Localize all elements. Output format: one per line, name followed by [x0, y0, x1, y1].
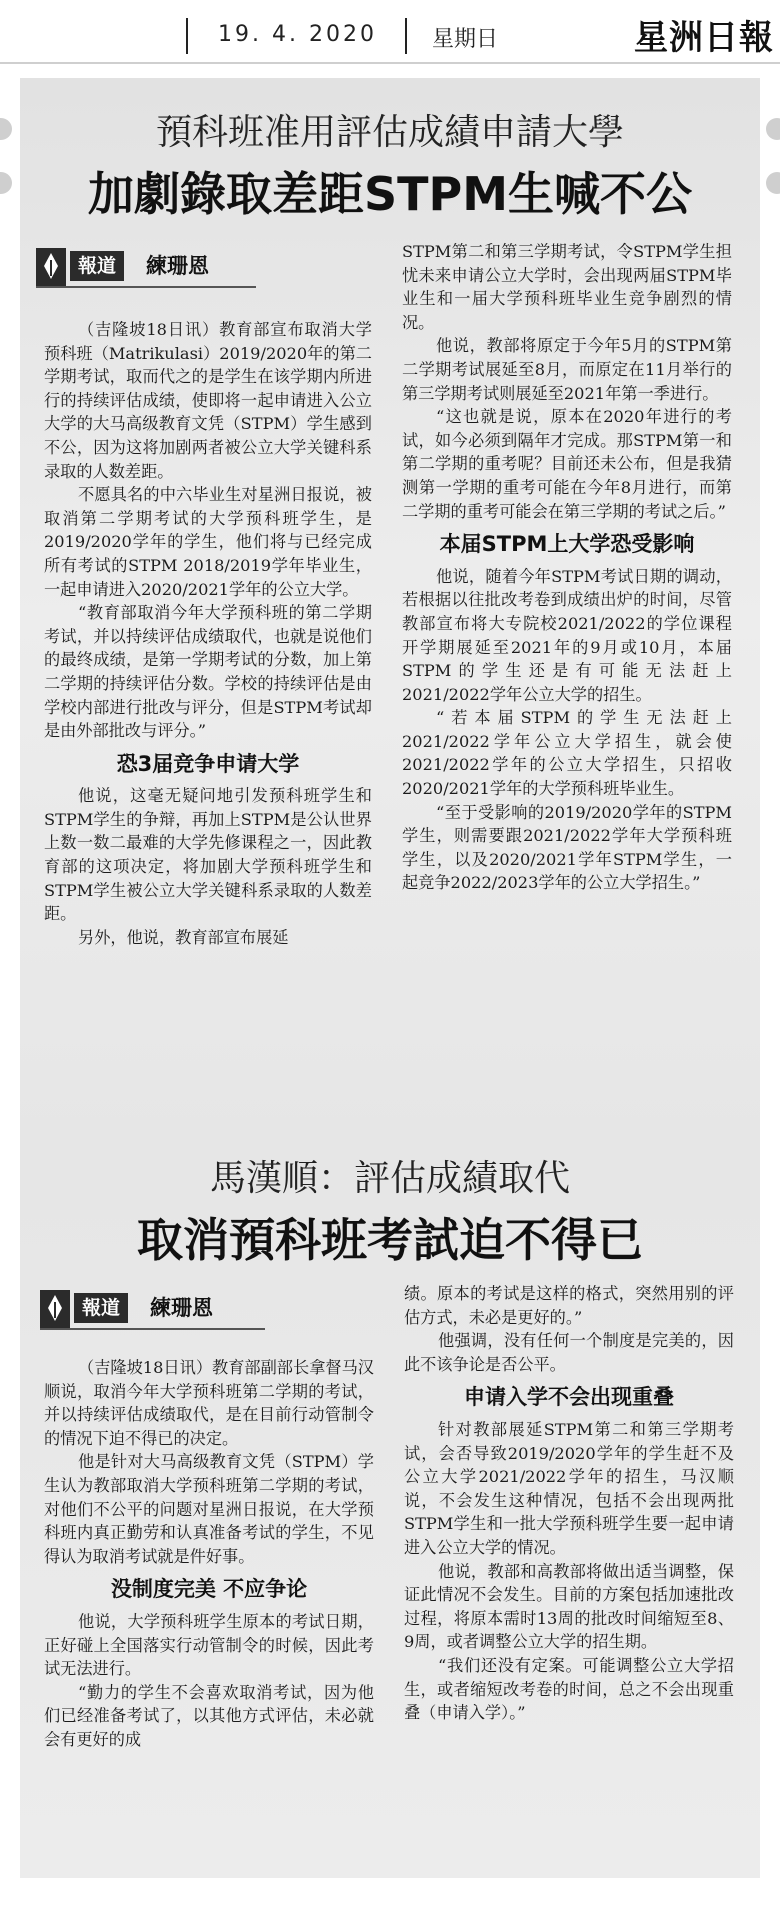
- paragraph: STPM第二和第三学期考试，令STPM学生担忧未来申请公立大学时，会出现两届STPM毕业生和一届大学预科班毕业生竞争剧烈的情况。: [402, 242, 732, 332]
- paragraph: （吉隆坡18日讯）教育部宣布取消大学预科班（Matrikulasi）2019/2020年的第二学期考试，取而代之的是学生在该学期内所进行的持续评估成绩，使即将一起申请进入公立大学的大马高级教育文凭（STPM）学生感到不公，因为这将加剧两者被公立大学关键科系录取的人数差距。: [44, 320, 372, 481]
- article2-right-column: [404, 1282, 734, 1725]
- article1-kicker: 預科班准用評估成績申請大學: [155, 112, 624, 153]
- byline-rule: [40, 1328, 265, 1330]
- article1-right-column: [402, 240, 732, 895]
- article2-headline: 取消預科班考試迫不得已: [137, 1213, 643, 1267]
- article1-byline: [36, 248, 396, 286]
- paragraph: 另外，他说，教育部宣布展延: [78, 927, 289, 947]
- article2-kicker: 馬漢順：評估成績取代: [209, 1158, 570, 1199]
- header-divider: [405, 18, 407, 54]
- paragraph: 不愿具名的中六毕业生对星洲日报说，被取消第二学期考试的大学预科班学生，是2019/2020学年的学生，他们将与已经完成所有考试的STPM 2018/2019学年毕业生，一起申请进入2020/2021学年的公立大学。: [44, 485, 372, 599]
- paragraph: 他说，大学预科班学生原本的考试日期，正好碰上全国落实行动管制令的时候，因此考试无法进行。: [44, 1611, 374, 1679]
- newspaper-logo: 星洲日報: [634, 18, 774, 58]
- byline-rule: [36, 286, 256, 288]
- pen-nib-icon: [36, 248, 66, 286]
- byline-tag: 報道: [70, 251, 124, 281]
- page-header: [0, 0, 780, 62]
- article1-left-column: [44, 318, 372, 949]
- byline-tag: 報道: [74, 1293, 128, 1323]
- paragraph: 他是针对大马高级教育文凭（STPM）学生认为教部取消大学预科班第二学期的考试，对他们不公平的问题对星洲日报说，在大学预科班内真正勤劳和认真准备考试的学生，不见得认为取消考试就是件好事。: [44, 1452, 374, 1566]
- subheading: 申请入学不会出现重叠: [464, 1385, 674, 1410]
- pen-nib-icon: [40, 1290, 70, 1328]
- paragraph: 绩。原本的考试是这样的格式，突然用别的评估方式，未必是更好的。”: [404, 1284, 734, 1327]
- issue-weekday: 星期日: [432, 27, 499, 52]
- issue-date: 19. 4. 2020: [218, 22, 377, 47]
- paragraph: 针对教部展延STPM第二和第三学期考试，会否导致2019/2020学年的学生赶不及公立大学2021/2022学年的招生，马汉顺说，不会发生这种情况，包括不会出现两批STPM学生和一批大学预科班学生要一起申请进入公立大学的情况。: [404, 1419, 734, 1557]
- paragraph: “若本届STPM的学生无法赶上2021/2022学年公立大学招生，就会使2021/2022学年的公立大学招生，只招收2020/2021学年的大学预科班毕业生。: [402, 708, 732, 799]
- article2-byline: [40, 1290, 400, 1328]
- paragraph: 他强调，没有任何一个制度是完美的，因此不该争论是否公平。: [404, 1331, 734, 1374]
- article2-left-column: [44, 1356, 374, 1752]
- header-divider: [186, 18, 188, 54]
- paragraph: （吉隆坡18日讯）教育部副部长拿督马汉顺说，取消今年大学预科班第二学期的考试，并以持续评估成绩取代，是在目前行动管制令的情况下迫不得已的决定。: [44, 1358, 374, 1448]
- paragraph: 他说，教部和高教部将做出适当调整，保证此情况不会发生。目前的方案包括加速批改过程，将原本需时13周的批改时间缩短至8、9周，或者调整公立大学的招生期。: [404, 1561, 734, 1652]
- paragraph: 他说，这毫无疑问地引发预科班学生和STPM学生的争辩，再加上STPM是公认世界上数一数二最难的大学先修课程之一，因此教育部的这项决定，将加剧大学预科班学生和STPM学生被公立大学关键科系录取的人数差距。: [44, 786, 372, 924]
- subheading: 没制度完美 不应争论: [110, 1577, 308, 1602]
- paragraph: 他说，教部将原定于今年5月的STPM第二学期考试展延至8月，而原定在11月举行的第三学期考试则展延至2021年第一季进行。: [402, 336, 732, 403]
- paragraph: “至于受影响的2019/2020学年的STPM学生，则需要跟2021/2022学年大学预科班学生，以及2020/2021学年STPM学生，一起竞争2022/2023学年的公立大学招生。”: [402, 802, 732, 893]
- paragraph: “教育部取消今年大学预科班的第二学期考试，并以持续评估成绩取代，也就是说他们的最终成绩，是第一学期考试的分数，加上第二学期的持续评估分数。学校的持续评估是由学校内部进行批改与评分，但是STPM考试却是由外部批改与评分。”: [44, 603, 372, 741]
- header-rule: [0, 62, 780, 64]
- paragraph: “这也就是说，原本在2020年进行的考试，如今必须到隔年才完成。那STPM第一和第二学期的重考呢？目前还未公布，但是我猜测第一学期的重考可能在今年8月进行，而第二学期的重考可能会在第三学期的考试之后。”: [402, 407, 732, 521]
- paragraph: “我们还没有定案。可能调整公立大学招生，或者缩短改考卷的时间，总之不会出现重叠（申请入学）。”: [404, 1655, 734, 1723]
- byline-author: 練珊恩: [150, 1296, 213, 1320]
- subheading: 恐3届竞争申请大学: [116, 751, 300, 776]
- byline-author: 練珊恩: [146, 254, 209, 278]
- subheading: 本届STPM上大学恐受影响: [439, 532, 695, 557]
- paragraph: “勤力的学生不会喜欢取消考试，因为他们已经准备考试了，以其他方式评估，未必就会有更好的成: [44, 1682, 374, 1749]
- article1-headline: 加劇錄取差距STPM生喊不公: [88, 167, 692, 221]
- paragraph: 他说，随着今年STPM考试日期的调动，若根据以往批改考卷到成绩出炉的时间，尽管教部宣布将大专院校2021/2022的学位课程开学期展延至2021年的9月或10月，本届STPM的学生还是有可能无法赶上2021/2022学年公立大学的招生。: [402, 566, 732, 704]
